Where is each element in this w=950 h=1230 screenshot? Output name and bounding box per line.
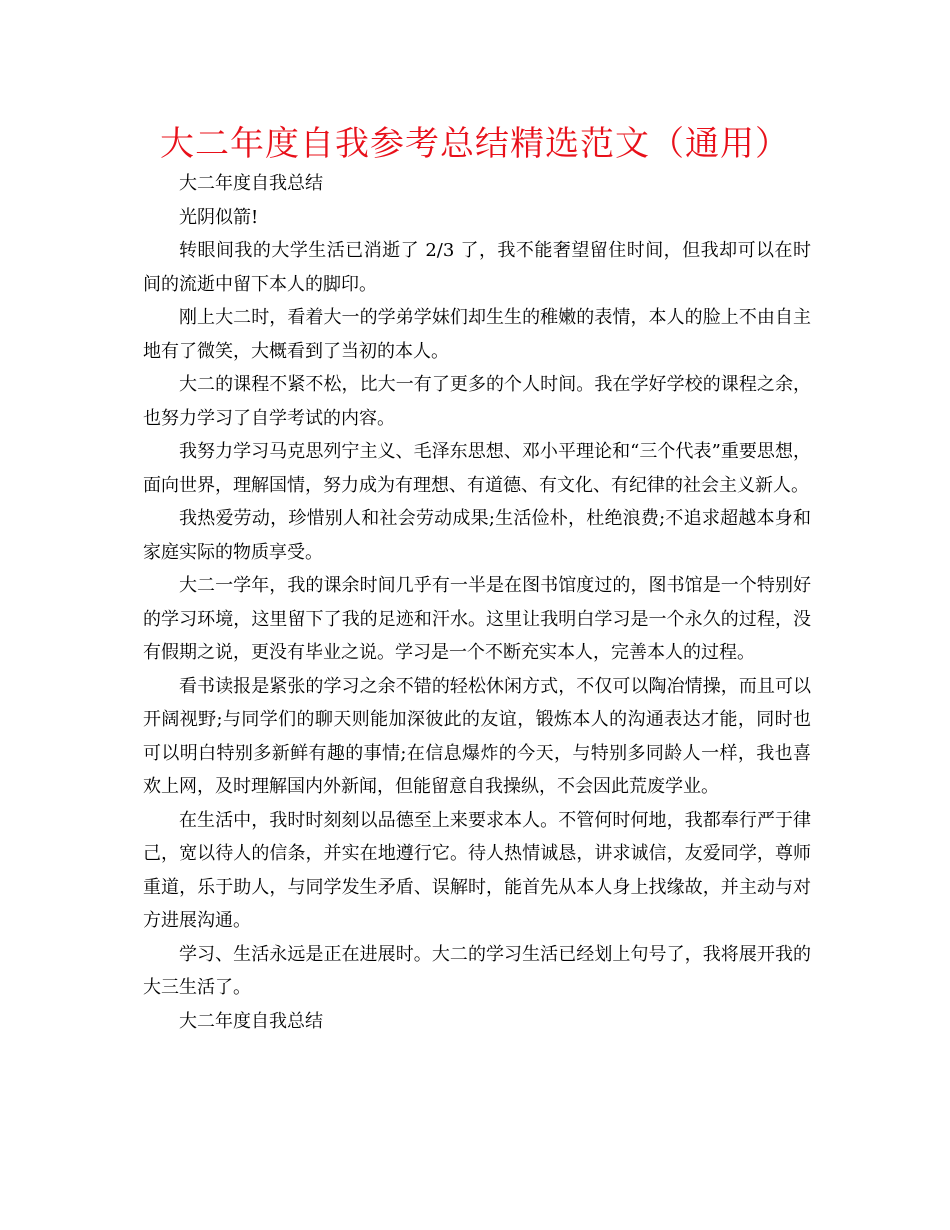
paragraph: 学习、生活永远是正在进展时。大二的学习生活已经划上句号了，我将展开我的大三生活了。 (143, 943, 811, 998)
paragraph: 看书读报是紧张的学习之余不错的轻松休闲方式，不仅可以陶冶情操，而且可以开阔视野;与同学们的聊天则能加深彼此的友谊，锻炼本人的沟通表达才能，同时也可以明白特别多新鲜有趣的事情;在信息爆炸的今天，与特别多同龄人一样，我也喜欢上网，及时理解国内外新闻，但能留意自我操纵，不会因此荒废学业。 (143, 675, 811, 797)
paragraph: 我努力学习马克思列宁主义、毛泽东思想、邓小平理论和“三个代表”重要思想，面向世界，理解国情，努力成为有理想、有道德、有文化、有纪律的社会主义新人。 (143, 441, 811, 496)
document-title: 大二年度自我参考总结精选范文（通用） (160, 124, 790, 164)
paragraph: 转眼间我的大学生活已消逝了 2/3 了，我不能奢望留住时间，但我却可以在时间的流逝中留下本人的脚印。 (143, 240, 811, 295)
paragraph: 在生活中，我时时刻刻以品德至上来要求本人。不管何时何地，我都奉行严于律己，宽以待人的信条，并实在地遵行它。待人热情诚恳，讲求诚信，友爱同学，尊师重道，乐于助人，与同学发生矛盾、误解时，能首先从本人身上找缘故，并主动与对方进展沟通。 (143, 809, 811, 931)
paragraph: 大二的课程不紧不松，比大一有了更多的个人时间。我在学好学校的课程之余，也努力学习了自学考试的内容。 (143, 374, 811, 429)
paragraph: 大二一学年，我的课余时间几乎有一半是在图书馆度过的，图书馆是一个特别好的学习环境，这里留下了我的足迹和汗水。这里让我明白学习是一个永久的过程，没有假期之说，更没有毕业之说。学习是一个不断充实本人，完善本人的过程。 (143, 575, 811, 663)
paragraph: 我热爱劳动，珍惜别人和社会劳动成果;生活俭朴，杜绝浪费;不追求超越本身和家庭实际的物质享受。 (143, 508, 811, 563)
document-body (143, 167, 811, 1038)
paragraph: 刚上大二时，看着大一的学弟学妹们却生生的稚嫩的表情，本人的脸上不由自主地有了微笑，大概看到了当初的本人。 (143, 307, 811, 362)
paragraph: 光阴似箭! (179, 206, 259, 228)
paragraph-heading: 大二年度自我总结 (179, 173, 323, 194)
paragraph-heading: 大二年度自我总结 (179, 1010, 323, 1032)
